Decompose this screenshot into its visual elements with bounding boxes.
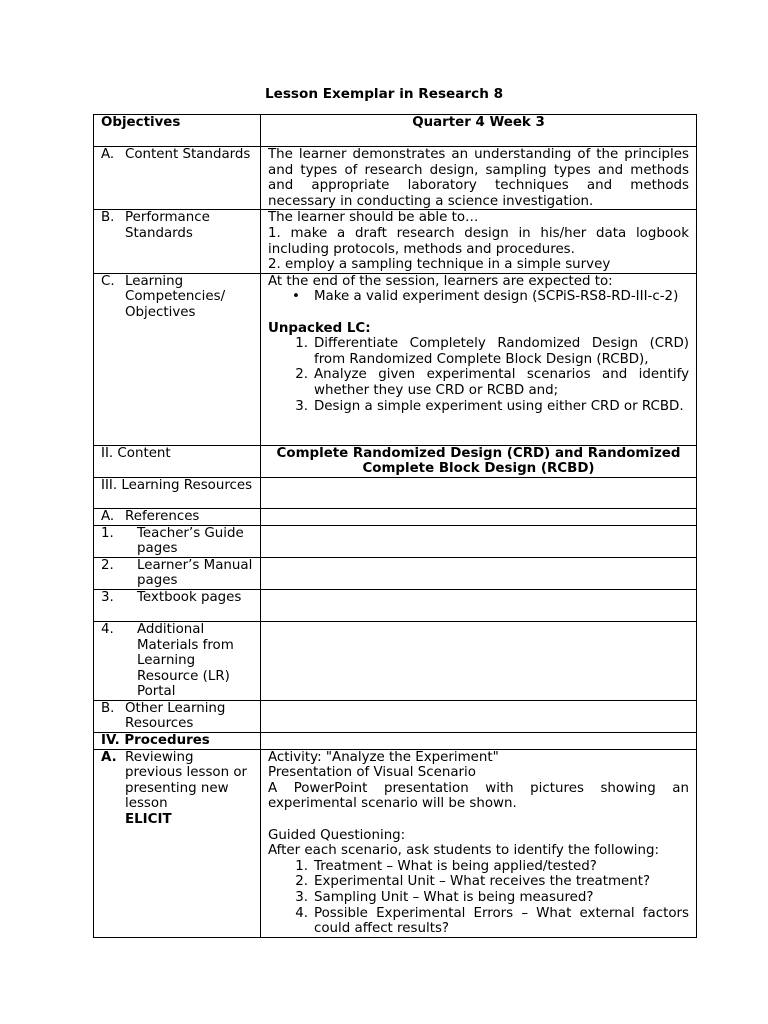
content-label: II. Content — [94, 445, 261, 477]
empty-cell — [261, 525, 697, 557]
references-num: A. — [101, 508, 115, 524]
list-number: 1. — [295, 858, 308, 874]
learners-manual-label — [94, 557, 261, 589]
table-row — [94, 273, 697, 445]
table-row — [94, 115, 697, 147]
performance-item: 1. make a draft research design in his/her data logbook including protocols, methods and procedures. — [268, 225, 689, 257]
list-number: 1. — [295, 336, 308, 352]
content-standards-num: A. — [101, 147, 115, 162]
list-item — [268, 399, 689, 415]
elicit-tag: ELICIT — [125, 812, 172, 828]
performance-item: 2. employ a sampling technique in a simple survey — [268, 257, 611, 273]
teachers-guide-num: 1. — [101, 525, 114, 541]
list-number: 2. — [295, 874, 308, 890]
table-row — [94, 525, 697, 557]
reviewing-text: Reviewing previous lesson or presenting new lesson — [125, 749, 248, 812]
list-item — [268, 367, 689, 398]
reviewing-value — [261, 749, 697, 937]
objectives-header: Objectives — [94, 115, 261, 147]
other-resources-text: Other Learning Resources — [125, 700, 226, 732]
bullet-text: Make a valid experiment design (SCPiS-RS8-RD-III-c-2) — [314, 289, 679, 305]
list-text: Design a simple experiment using either CRD or RCBD. — [314, 398, 684, 414]
list-number: 2. — [295, 367, 308, 383]
performance-standards-num: B. — [101, 210, 115, 226]
list-item — [268, 874, 689, 890]
reviewing-num: A. — [101, 749, 117, 765]
table-row — [94, 147, 697, 210]
reviewing-label — [94, 749, 261, 937]
list-text: Possible Experimental Errors – What external factors could affect results? — [314, 905, 689, 937]
teachers-guide-text: Teacher’s Guide pages — [137, 525, 244, 557]
activity-title: Activity: "Analyze the Experiment" — [268, 749, 499, 765]
empty-cell — [261, 477, 697, 508]
learners-manual-text: Learner’s Manual pages — [137, 557, 253, 589]
bullet-icon: • — [292, 289, 300, 305]
performance-standards-label — [94, 210, 261, 273]
list-number: 4. — [295, 905, 308, 921]
list-item — [268, 289, 689, 305]
table-row — [94, 445, 697, 477]
empty-cell — [261, 700, 697, 732]
list-item — [268, 336, 689, 367]
list-text: Experimental Unit – What receives the treatment? — [314, 874, 651, 890]
learning-resources-label: III. Learning Resources — [94, 477, 261, 508]
empty-cell — [261, 508, 697, 525]
textbook-text: Textbook pages — [137, 589, 242, 605]
table-row — [94, 621, 697, 700]
content-standards-text: Content Standards — [125, 147, 251, 162]
lesson-plan-table — [93, 114, 697, 938]
additional-materials-label — [94, 621, 261, 700]
table-row — [94, 557, 697, 589]
references-label — [94, 508, 261, 525]
page-title: Lesson Exemplar in Research 8 — [264, 86, 504, 102]
unpacked-heading: Unpacked LC: — [268, 320, 371, 336]
procedures-label: IV. Procedures — [94, 733, 261, 750]
competencies-intro: At the end of the session, learners are expected to: — [268, 273, 613, 289]
list-text: Analyze given experimental scenarios and identify whether they use CRD or RCBD and; — [314, 367, 689, 398]
guided-questioning-title: Guided Questioning: — [268, 827, 406, 843]
empty-cell — [261, 557, 697, 589]
table-row — [94, 589, 697, 621]
content-standards-label — [94, 147, 261, 210]
table-row — [94, 700, 697, 732]
competencies-num: C. — [101, 273, 115, 289]
presentation-description: A PowerPoint presentation with pictures showing an experimental scenario will be shown. — [268, 780, 689, 812]
guided-intro: After each scenario, ask students to identify the following: — [268, 843, 659, 859]
textbook-label — [94, 589, 261, 621]
empty-cell — [261, 733, 697, 750]
table-row — [94, 508, 697, 525]
performance-standards-value — [261, 210, 697, 273]
competencies-text: Learning Competencies/ Objectives — [125, 273, 226, 320]
additional-materials-text: Additional Materials from Learning Resource (LR) Portal — [137, 621, 234, 700]
other-resources-num: B. — [101, 700, 115, 716]
list-item — [268, 890, 689, 906]
learners-manual-num: 2. — [101, 557, 114, 573]
table-row — [94, 733, 697, 750]
performance-intro: The learner should be able to… — [268, 210, 479, 226]
additional-materials-num: 4. — [101, 621, 114, 637]
presentation-title: Presentation of Visual Scenario — [268, 765, 476, 781]
table-row — [94, 749, 697, 937]
list-item — [268, 906, 689, 937]
list-text: Differentiate Completely Randomized Design (CRD) from Randomized Complete Block Design (RCBD), — [314, 336, 689, 367]
teachers-guide-label — [94, 525, 261, 557]
references-text: References — [125, 508, 200, 524]
textbook-num: 3. — [101, 589, 114, 605]
content-value: Complete Randomized Design (CRD) and Randomized Complete Block Design (RCBD) — [261, 445, 697, 477]
content-standards-value: The learner demonstrates an understanding of the principles and types of research design, sampling types and methods and appropriate laboratory techniques and methods necessary in conducting a science investigation. — [261, 147, 697, 210]
list-number: 3. — [295, 890, 308, 905]
performance-standards-text: Performance Standards — [125, 210, 210, 241]
table-row — [94, 210, 697, 273]
list-text: Sampling Unit – What is being measured? — [314, 890, 594, 905]
other-resources-label — [94, 700, 261, 732]
reviewing-text-wrap — [125, 750, 253, 828]
competencies-label — [94, 273, 261, 445]
empty-cell — [261, 621, 697, 700]
competencies-value — [261, 273, 697, 445]
quarter-week-header: Quarter 4 Week 3 — [261, 115, 697, 147]
list-number: 3. — [295, 398, 308, 414]
list-item — [268, 859, 689, 875]
empty-cell — [261, 589, 697, 621]
table-row — [94, 477, 697, 508]
list-text: Treatment – What is being applied/tested? — [314, 858, 597, 874]
